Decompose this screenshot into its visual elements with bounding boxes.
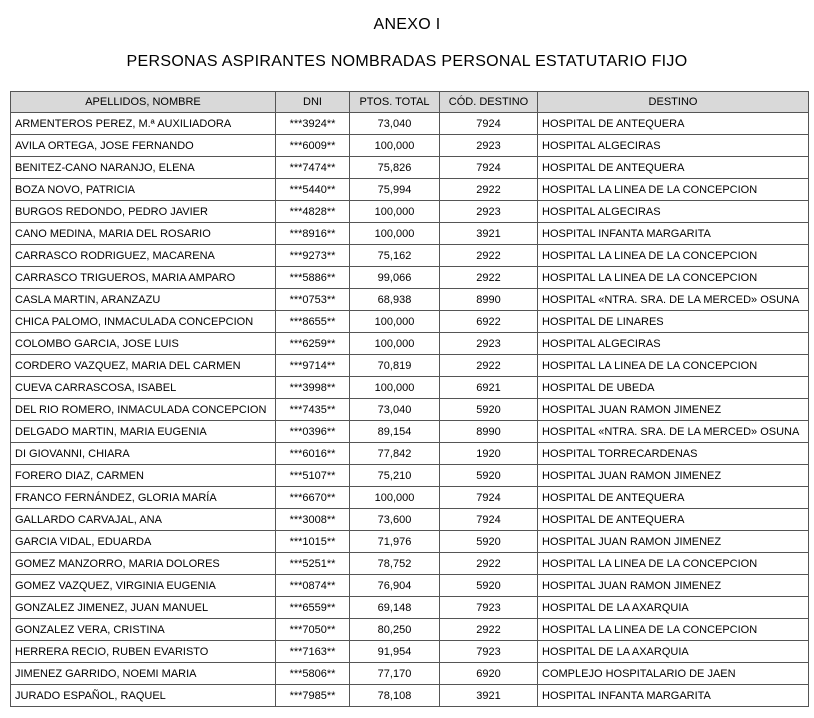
cell-dni: ***5440** [276,179,350,201]
cell-points: 100,000 [350,377,440,399]
table-row [11,333,809,355]
cell-destination: HOSPITAL ALGECIRAS [538,135,809,157]
cell-destination: HOSPITAL DE LA AXARQUIA [538,597,809,619]
cell-name: GALLARDO CARVAJAL, ANA [11,509,276,531]
cell-destination: HOSPITAL LA LINEA DE LA CONCEPCION [538,179,809,201]
table-body [11,113,809,707]
cell-points: 91,954 [350,641,440,663]
cell-points: 100,000 [350,223,440,245]
annex-heading: ANEXO I [373,16,441,33]
cell-points: 77,842 [350,443,440,465]
cell-points: 71,976 [350,531,440,553]
cell-name: DELGADO MARTIN, MARIA EUGENIA [11,421,276,443]
cell-name: BOZA NOVO, PATRICIA [11,179,276,201]
cell-destination-code: 5920 [440,399,538,421]
cell-name: BENITEZ-CANO NARANJO, ELENA [11,157,276,179]
cell-name: FORERO DIAZ, CARMEN [11,465,276,487]
cell-destination-code: 7924 [440,113,538,135]
cell-destination: HOSPITAL DE ANTEQUERA [538,509,809,531]
table-row [11,267,809,289]
table-row [11,509,809,531]
cell-dni: ***9714** [276,355,350,377]
cell-dni: ***3924** [276,113,350,135]
table-row [11,399,809,421]
table-row [11,377,809,399]
cell-name: JIMENEZ GARRIDO, NOEMI MARIA [11,663,276,685]
cell-name: GARCIA VIDAL, EDUARDA [11,531,276,553]
cell-name: ARMENTEROS PEREZ, M.ª AUXILIADORA [11,113,276,135]
cell-points: 69,148 [350,597,440,619]
column-header-points: PTOS. TOTAL [350,92,440,113]
cell-dni: ***7163** [276,641,350,663]
cell-points: 73,600 [350,509,440,531]
table-row [11,553,809,575]
cell-destination: HOSPITAL DE UBEDA [538,377,809,399]
cell-points: 75,162 [350,245,440,267]
cell-destination: HOSPITAL JUAN RAMON JIMENEZ [538,575,809,597]
cell-destination-code: 2922 [440,179,538,201]
table-row [11,289,809,311]
cell-destination: HOSPITAL DE ANTEQUERA [538,157,809,179]
cell-destination-code: 3921 [440,685,538,707]
table-row [11,487,809,509]
cell-name: GONZALEZ VERA, CRISTINA [11,619,276,641]
table-row [11,245,809,267]
cell-name: CASLA MARTIN, ARANZAZU [11,289,276,311]
cell-name: HERRERA RECIO, RUBEN EVARISTO [11,641,276,663]
cell-points: 100,000 [350,201,440,223]
cell-points: 100,000 [350,135,440,157]
cell-dni: ***0753** [276,289,350,311]
cell-destination-code: 7924 [440,157,538,179]
table-row [11,685,809,707]
cell-name: CARRASCO RODRIGUEZ, MACARENA [11,245,276,267]
table-row [11,641,809,663]
cell-points: 73,040 [350,399,440,421]
column-header-name: APELLIDOS, NOMBRE [11,92,276,113]
table-row [11,201,809,223]
cell-dni: ***5806** [276,663,350,685]
table-row [11,223,809,245]
cell-points: 80,250 [350,619,440,641]
table-row [11,443,809,465]
cell-dni: ***6016** [276,443,350,465]
cell-destination-code: 7924 [440,487,538,509]
table-row [11,575,809,597]
cell-points: 100,000 [350,333,440,355]
cell-points: 78,752 [350,553,440,575]
cell-dni: ***8655** [276,311,350,333]
cell-points: 68,938 [350,289,440,311]
table-row [11,619,809,641]
cell-destination-code: 7923 [440,641,538,663]
cell-dni: ***6009** [276,135,350,157]
cell-destination: HOSPITAL ALGECIRAS [538,201,809,223]
cell-dni: ***5886** [276,267,350,289]
cell-dni: ***7435** [276,399,350,421]
cell-name: GOMEZ MANZORRO, MARIA DOLORES [11,553,276,575]
table-row [11,531,809,553]
cell-dni: ***7050** [276,619,350,641]
cell-name: DI GIOVANNI, CHIARA [11,443,276,465]
cell-dni: ***6259** [276,333,350,355]
cell-points: 100,000 [350,487,440,509]
table-row [11,179,809,201]
cell-destination-code: 8990 [440,421,538,443]
table-row [11,465,809,487]
table-row [11,157,809,179]
cell-destination: COMPLEJO HOSPITALARIO DE JAEN [538,663,809,685]
cell-destination: HOSPITAL «NTRA. SRA. DE LA MERCED» OSUNA [538,289,809,311]
cell-name: COLOMBO GARCIA, JOSE LUIS [11,333,276,355]
column-header-destination: DESTINO [538,92,809,113]
cell-points: 73,040 [350,113,440,135]
cell-dni: ***7474** [276,157,350,179]
table-row [11,355,809,377]
table-header-row [11,92,809,113]
cell-points: 75,994 [350,179,440,201]
cell-destination: HOSPITAL «NTRA. SRA. DE LA MERCED» OSUNA [538,421,809,443]
cell-destination: HOSPITAL DE LINARES [538,311,809,333]
cell-destination: HOSPITAL LA LINEA DE LA CONCEPCION [538,267,809,289]
cell-dni: ***5107** [276,465,350,487]
cell-name: CANO MEDINA, MARIA DEL ROSARIO [11,223,276,245]
cell-points: 89,154 [350,421,440,443]
cell-destination-code: 2923 [440,135,538,157]
cell-destination-code: 2922 [440,355,538,377]
cell-destination-code: 2923 [440,201,538,223]
cell-destination-code: 8990 [440,289,538,311]
cell-destination-code: 7924 [440,509,538,531]
table-row [11,421,809,443]
cell-destination-code: 1920 [440,443,538,465]
table-row [11,113,809,135]
cell-destination: HOSPITAL INFANTA MARGARITA [538,685,809,707]
cell-destination-code: 3921 [440,223,538,245]
cell-dni: ***7985** [276,685,350,707]
cell-destination-code: 2922 [440,619,538,641]
cell-name: DEL RIO ROMERO, INMACULADA CONCEPCION [11,399,276,421]
cell-destination: HOSPITAL ALGECIRAS [538,333,809,355]
cell-destination: HOSPITAL JUAN RAMON JIMENEZ [538,531,809,553]
cell-name: CORDERO VAZQUEZ, MARIA DEL CARMEN [11,355,276,377]
cell-dni: ***5251** [276,553,350,575]
cell-name: CARRASCO TRIGUEROS, MARIA AMPARO [11,267,276,289]
cell-destination: HOSPITAL TORRECARDENAS [538,443,809,465]
table-row [11,597,809,619]
cell-dni: ***3008** [276,509,350,531]
table-row [11,311,809,333]
cell-destination-code: 2922 [440,553,538,575]
cell-points: 75,210 [350,465,440,487]
table-row [11,663,809,685]
cell-name: GOMEZ VAZQUEZ, VIRGINIA EUGENIA [11,575,276,597]
table-row [11,135,809,157]
column-header-destination-code: CÓD. DESTINO [440,92,538,113]
cell-destination: HOSPITAL LA LINEA DE LA CONCEPCION [538,245,809,267]
cell-dni: ***9273** [276,245,350,267]
cell-destination: HOSPITAL JUAN RAMON JIMENEZ [538,465,809,487]
cell-destination-code: 6921 [440,377,538,399]
cell-dni: ***6559** [276,597,350,619]
cell-destination-code: 2923 [440,333,538,355]
cell-destination: HOSPITAL LA LINEA DE LA CONCEPCION [538,619,809,641]
cell-destination-code: 5920 [440,531,538,553]
cell-points: 77,170 [350,663,440,685]
cell-destination: HOSPITAL DE LA AXARQUIA [538,641,809,663]
cell-name: GONZALEZ JIMENEZ, JUAN MANUEL [11,597,276,619]
cell-points: 100,000 [350,311,440,333]
cell-destination-code: 2922 [440,245,538,267]
cell-destination: HOSPITAL INFANTA MARGARITA [538,223,809,245]
cell-destination-code: 6920 [440,663,538,685]
cell-name: FRANCO FERNÁNDEZ, GLORIA MARÍA [11,487,276,509]
cell-destination-code: 2922 [440,267,538,289]
cell-points: 78,108 [350,685,440,707]
cell-points: 99,066 [350,267,440,289]
appointees-table [10,91,809,707]
cell-dni: ***4828** [276,201,350,223]
cell-points: 76,904 [350,575,440,597]
cell-name: CHICA PALOMO, INMACULADA CONCEPCION [11,311,276,333]
cell-dni: ***8916** [276,223,350,245]
cell-destination-code: 6922 [440,311,538,333]
cell-destination-code: 5920 [440,465,538,487]
cell-dni: ***1015** [276,531,350,553]
cell-name: AVILA ORTEGA, JOSE FERNANDO [11,135,276,157]
cell-dni: ***0874** [276,575,350,597]
cell-dni: ***0396** [276,421,350,443]
cell-destination-code: 5920 [440,575,538,597]
cell-destination: HOSPITAL JUAN RAMON JIMENEZ [538,399,809,421]
cell-name: JURADO ESPAÑOL, RAQUEL [11,685,276,707]
cell-dni: ***3998** [276,377,350,399]
cell-destination: HOSPITAL DE ANTEQUERA [538,487,809,509]
cell-name: BURGOS REDONDO, PEDRO JAVIER [11,201,276,223]
cell-points: 75,826 [350,157,440,179]
document-subheading: PERSONAS ASPIRANTES NOMBRADAS PERSONAL ESTATUTARIO FIJO [126,53,688,70]
cell-destination: HOSPITAL LA LINEA DE LA CONCEPCION [538,553,809,575]
cell-destination: HOSPITAL LA LINEA DE LA CONCEPCION [538,355,809,377]
cell-destination: HOSPITAL DE ANTEQUERA [538,113,809,135]
cell-name: CUEVA CARRASCOSA, ISABEL [11,377,276,399]
cell-destination-code: 7923 [440,597,538,619]
cell-points: 70,819 [350,355,440,377]
column-header-dni: DNI [276,92,350,113]
cell-dni: ***6670** [276,487,350,509]
